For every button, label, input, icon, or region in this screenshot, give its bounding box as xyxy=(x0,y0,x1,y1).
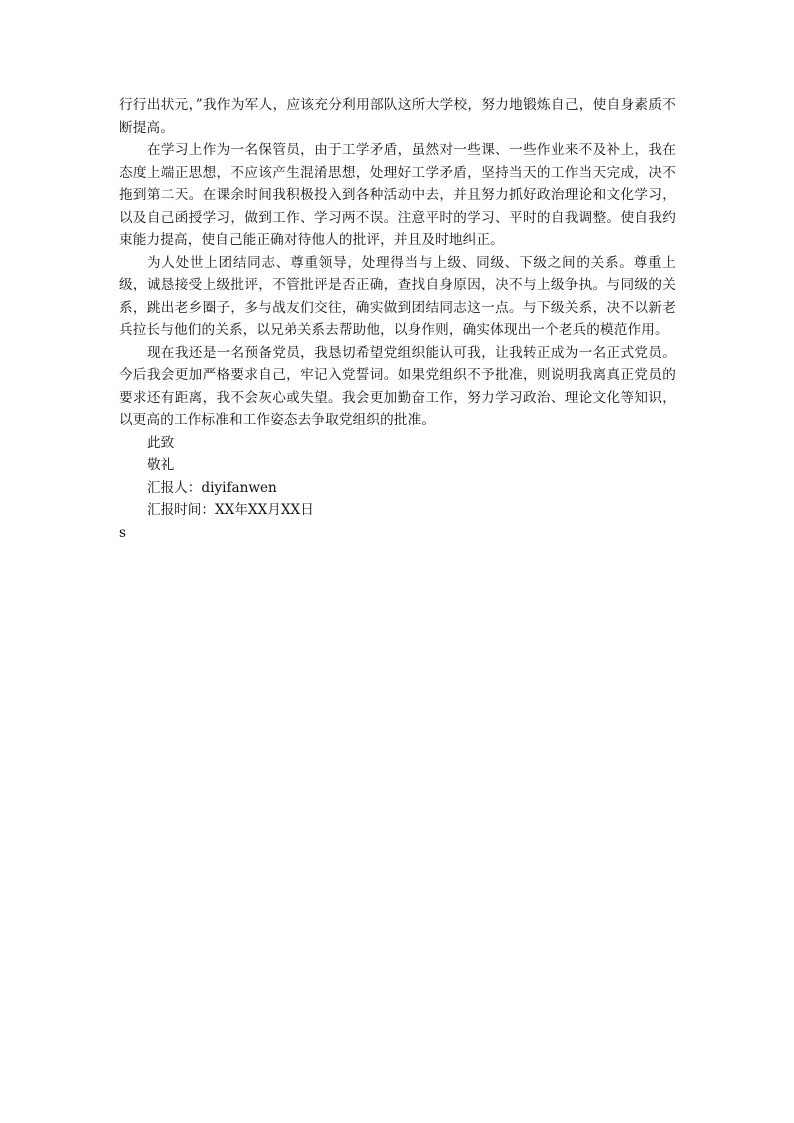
paragraph-intro: 行行出状元，”我作为军人，应该充分利用部队这所大学校，努力地锻炼自己，使自身素质不断提高。 xyxy=(119,97,676,136)
paragraph-study: 在学习上作为一名保管员，由于工学矛盾，虽然对一些课、一些作业来不及补上，我在态度上端正思想，不应该产生混淆思想，处理好工学矛盾，坚持当天的工作当天完成，决不拖到第二天。在课余时间我积极投入到各种活动中去，并且努力抓好政治理论和文化学习，以及自己函授学习，做到工作、学习两不误。注意平时的学习、平时的自我调整。使自我约束能力提高，使自己能正确对待他人的批评，并且及时地纠正。 xyxy=(119,142,676,248)
paragraph-relations: 为人处世上团结同志、尊重领导，处理得当与上级、同级、下级之间的关系。尊重上级，诚恳接受上级批评，不管批评是否正确，查找自身原因，决不与上级争执。与同级的关系，跳出老乡圈子，多与战友们交往，确实做到团结同志这一点。与下级关系，决不以新老兵拉长与他们的关系，以兄弟关系去帮助他，以身作则，确实体现出一个老兵的模范作用。 xyxy=(119,254,676,338)
salutation-cizhi: 此致 xyxy=(147,434,175,451)
trailing-character: s xyxy=(119,524,126,541)
reporter-line: 汇报人：diyifanwen xyxy=(147,479,277,496)
salutation-jingli: 敬礼 xyxy=(147,457,175,473)
report-time-line: 汇报时间：XX年XX月XX日 xyxy=(147,502,314,518)
paragraph-membership: 现在我还是一名预备党员，我恳切希望党组织能认可我，让我转正成为一名正式党员。今后我会更加严格要求自己，牢记入党誓词。如果党组织不予批准，则说明我离真正党员的要求还有距离，我不会灰心或失望。我会更加勤奋工作，努力学习政治、理论文化等知识，以更高的工作标准和工作姿态去争取党组织的批准。 xyxy=(119,344,676,428)
document-page xyxy=(119,94,676,544)
